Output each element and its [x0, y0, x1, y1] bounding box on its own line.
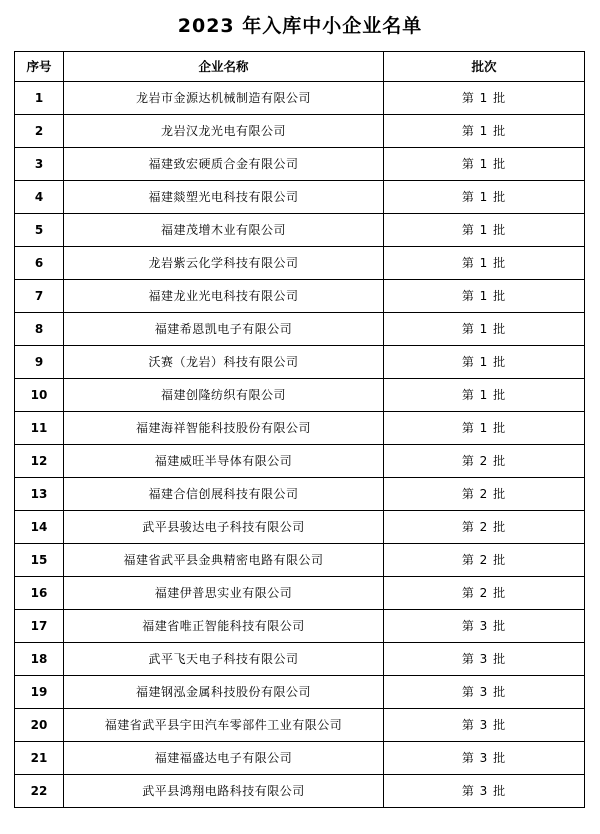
- batch-cell: 第 1 批: [384, 346, 585, 379]
- seq-cell: 22: [15, 775, 64, 808]
- seq-cell: 10: [15, 379, 64, 412]
- table-row: [15, 280, 585, 313]
- batch-cell: 第 2 批: [384, 577, 585, 610]
- table-row: [15, 412, 585, 445]
- table-row: [15, 742, 585, 775]
- seq-cell: 11: [15, 412, 64, 445]
- company-name-cell: 福建燚塑光电科技有限公司: [64, 181, 384, 214]
- company-name-cell: 福建伊普思实业有限公司: [64, 577, 384, 610]
- batch-cell: 第 3 批: [384, 709, 585, 742]
- company-name-cell: 龙岩市金源达机械制造有限公司: [64, 82, 384, 115]
- batch-cell: 第 3 批: [384, 643, 585, 676]
- company-name-cell: 武平县骏达电子科技有限公司: [64, 511, 384, 544]
- header-company-name: 企业名称: [64, 52, 384, 82]
- table-row: [15, 181, 585, 214]
- page-title: 2023 年入库中小企业名单: [177, 15, 423, 37]
- table-body: [15, 82, 585, 808]
- batch-cell: 第 3 批: [384, 676, 585, 709]
- batch-cell: 第 1 批: [384, 148, 585, 181]
- table-row: [15, 709, 585, 742]
- batch-cell: 第 1 批: [384, 247, 585, 280]
- batch-cell: 第 2 批: [384, 478, 585, 511]
- header-batch: 批次: [384, 52, 585, 82]
- batch-cell: 第 1 批: [384, 82, 585, 115]
- company-name-cell: 福建希恩凯电子有限公司: [64, 313, 384, 346]
- table-row: [15, 544, 585, 577]
- company-name-cell: 福建致宏硬质合金有限公司: [64, 148, 384, 181]
- company-name-cell: 福建省武平县金典精密电路有限公司: [64, 544, 384, 577]
- batch-cell: 第 3 批: [384, 610, 585, 643]
- table-row: [15, 775, 585, 808]
- table-row: [15, 247, 585, 280]
- seq-cell: 9: [15, 346, 64, 379]
- company-name-cell: 沃赛（龙岩）科技有限公司: [64, 346, 384, 379]
- company-name-cell: 武平县鸿翔电路科技有限公司: [64, 775, 384, 808]
- table-row: [15, 478, 585, 511]
- seq-cell: 20: [15, 709, 64, 742]
- batch-cell: 第 1 批: [384, 214, 585, 247]
- batch-cell: 第 2 批: [384, 445, 585, 478]
- seq-cell: 1: [15, 82, 64, 115]
- table-row: [15, 577, 585, 610]
- table-header-row: [15, 52, 585, 82]
- company-name-cell: 福建省唯正智能科技有限公司: [64, 610, 384, 643]
- table-row: [15, 346, 585, 379]
- table-row: [15, 313, 585, 346]
- company-name-cell: 福建合信创展科技有限公司: [64, 478, 384, 511]
- seq-cell: 7: [15, 280, 64, 313]
- table-row: [15, 643, 585, 676]
- company-name-cell: 福建龙业光电科技有限公司: [64, 280, 384, 313]
- seq-cell: 17: [15, 610, 64, 643]
- company-name-cell: 武平飞天电子科技有限公司: [64, 643, 384, 676]
- company-name-cell: 福建省武平县宇田汽车零部件工业有限公司: [64, 709, 384, 742]
- batch-cell: 第 2 批: [384, 544, 585, 577]
- company-name-cell: 龙岩汉龙光电有限公司: [64, 115, 384, 148]
- table-row: [15, 379, 585, 412]
- seq-cell: 8: [15, 313, 64, 346]
- company-name-cell: 福建茂增木业有限公司: [64, 214, 384, 247]
- seq-cell: 13: [15, 478, 64, 511]
- seq-cell: 12: [15, 445, 64, 478]
- seq-cell: 18: [15, 643, 64, 676]
- company-name-cell: 福建福盛达电子有限公司: [64, 742, 384, 775]
- table-row: [15, 676, 585, 709]
- seq-cell: 16: [15, 577, 64, 610]
- table-row: [15, 82, 585, 115]
- batch-cell: 第 1 批: [384, 181, 585, 214]
- table-row: [15, 511, 585, 544]
- table-row: [15, 214, 585, 247]
- batch-cell: 第 1 批: [384, 280, 585, 313]
- seq-cell: 21: [15, 742, 64, 775]
- seq-cell: 14: [15, 511, 64, 544]
- seq-cell: 2: [15, 115, 64, 148]
- batch-cell: 第 3 批: [384, 775, 585, 808]
- batch-cell: 第 3 批: [384, 742, 585, 775]
- seq-cell: 19: [15, 676, 64, 709]
- company-list-table: [14, 51, 585, 808]
- company-name-cell: 福建威旺半导体有限公司: [64, 445, 384, 478]
- company-name-cell: 福建创隆纺织有限公司: [64, 379, 384, 412]
- batch-cell: 第 1 批: [384, 379, 585, 412]
- seq-cell: 6: [15, 247, 64, 280]
- table-row: [15, 445, 585, 478]
- company-name-cell: 福建海祥智能科技股份有限公司: [64, 412, 384, 445]
- company-name-cell: 龙岩紫云化学科技有限公司: [64, 247, 384, 280]
- batch-cell: 第 2 批: [384, 511, 585, 544]
- header-seq: 序号: [15, 52, 64, 82]
- batch-cell: 第 1 批: [384, 115, 585, 148]
- seq-cell: 3: [15, 148, 64, 181]
- batch-cell: 第 1 批: [384, 313, 585, 346]
- table-row: [15, 610, 585, 643]
- table-row: [15, 148, 585, 181]
- table-row: [15, 115, 585, 148]
- seq-cell: 5: [15, 214, 64, 247]
- batch-cell: 第 1 批: [384, 412, 585, 445]
- company-name-cell: 福建钢泓金属科技股份有限公司: [64, 676, 384, 709]
- seq-cell: 4: [15, 181, 64, 214]
- seq-cell: 15: [15, 544, 64, 577]
